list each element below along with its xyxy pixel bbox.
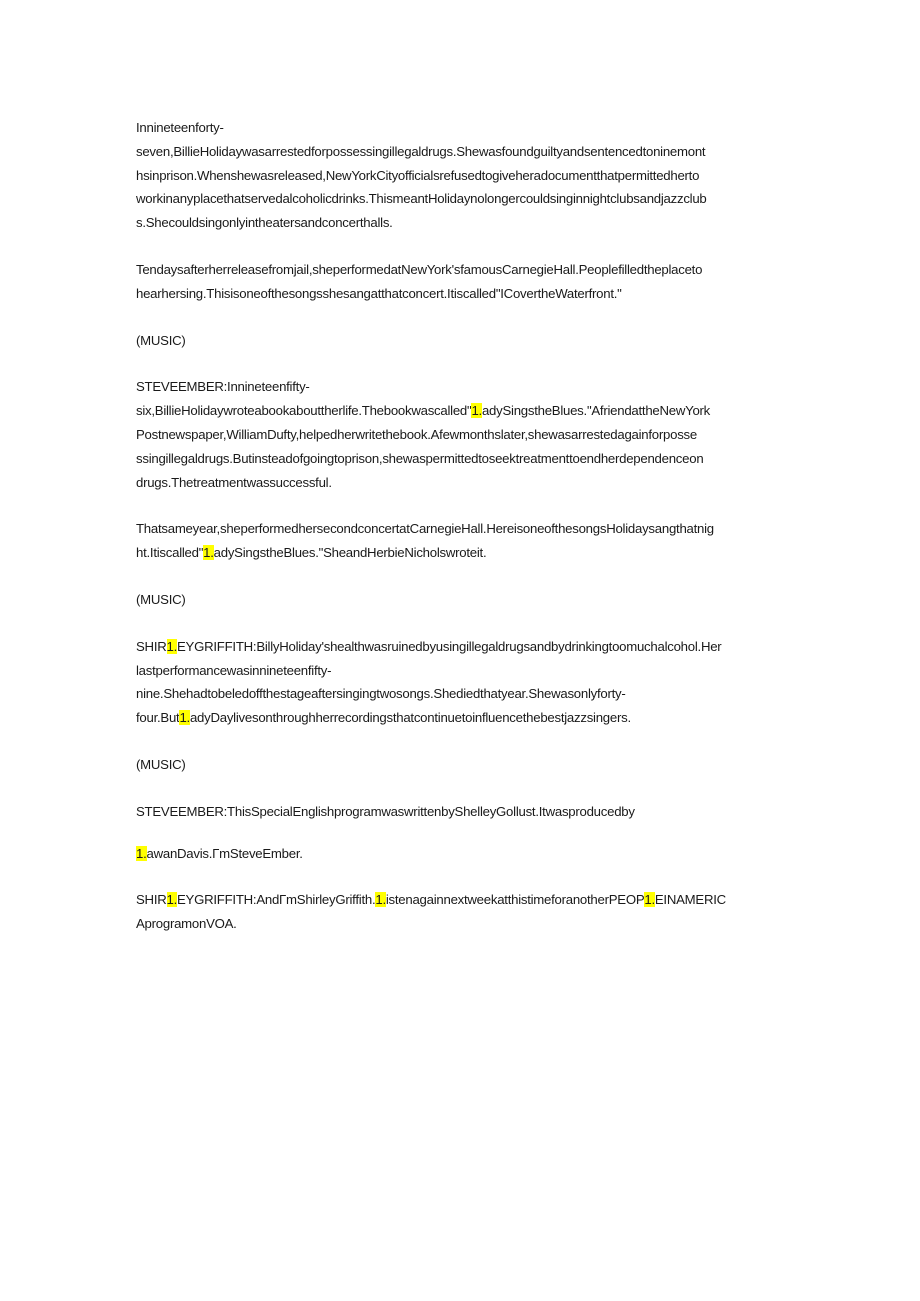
highlight-mark: 1. — [136, 845, 147, 861]
paragraph-closing — [136, 888, 784, 936]
text-line: SHIR1.EYGRIFFITH:BillyHoliday'shealthwasruinedbyusingillegaldrugsandbydrinkingtoomuchalcohol.Her — [136, 638, 722, 654]
text-line: ht.Itiscalled"1.adySingstheBlues."SheandHerbieNicholswroteit. — [136, 545, 487, 561]
text-line: Tendaysafterherreleasefromjail,sheperformedatNewYork'sfamousCarnegieHall.Peoplefilledtheplaceto — [136, 261, 703, 277]
text-line: six,BillieHolidaywroteabookabouttherlife.Thebookwascalled"1.adySingstheBlues."AfriendattheNewYork — [136, 403, 711, 419]
paragraph-carnegie — [136, 258, 784, 306]
text-line: hsinprison.Whenshewasreleased,NewYorkCityofficialsrefusedtogiveheradocumentthatpermittedherto — [136, 167, 700, 183]
text-line: s.Shecouldsingonlyintheatersandconcerthalls. — [136, 215, 393, 231]
music-cue: (MUSIC) — [136, 756, 186, 772]
text-line: Thatsameyear,sheperformedhersecondconcertatCarnegieHall.HereisoneofthesongsHolidaysangthatnig — [136, 521, 714, 537]
text-line: SHIR1.EYGRIFFITH:AndΓmShirleyGriffith.1.istenagainnextweekatthistimeforanotherPEOP1.EINAMERIC — [136, 892, 726, 908]
text-line: hearhersing.Thisisoneofthesongsshesangatthatconcert.Itiscalled"ICovertheWaterfront." — [136, 285, 622, 301]
text-line: nine.Shehadtobeledoffthestageaftersingingtwosongs.Shediedthatyear.Shewasonlyforty- — [136, 686, 626, 702]
highlight-mark: 1. — [166, 892, 178, 908]
text-line: STEVEEMBER:Innineteenfifty- — [136, 379, 310, 395]
music-cue: (MUSIC) — [136, 332, 186, 348]
music-cue: (MUSIC) — [136, 591, 186, 607]
paragraph-health — [136, 635, 784, 730]
text-line: ssingillegaldrugs.Butinsteadofgoingtoprison,shewaspermittedtoseektreatmenttoendherdependenceon — [136, 450, 704, 466]
text-line: seven,BillieHolidaywasarrestedforpossessingillegaldrugs.Shewasfoundguiltyandsentencedtoninemont — [136, 143, 706, 159]
text-line: AprogramonVOA. — [136, 916, 237, 932]
highlight-mark: 1. — [166, 638, 178, 654]
highlight-mark: 1. — [375, 892, 386, 908]
text-line: four.But1.adyDaylivesonthroughherrecordingsthatcontinuetoinfluencethebestjazzsingers. — [136, 710, 631, 726]
highlight-mark: 1. — [644, 892, 655, 908]
highlight-mark: 1. — [179, 710, 190, 726]
paragraph-arrest — [136, 116, 784, 235]
text-line: lastperformancewasinnineteenfifty- — [136, 662, 332, 678]
text-line: Postnewspaper,WilliamDufty,helpedherwritethebook.Afewmonthslater,shewasarrestedagainforposse — [136, 426, 697, 442]
paragraph-second-concert — [136, 517, 784, 565]
text-line: Innineteenforty- — [136, 120, 224, 135]
paragraph-book — [136, 375, 784, 494]
highlight-mark: 1. — [471, 403, 482, 419]
paragraph-credits: STEVEEMBER:ThisSpecialEnglishprogramwaswrittenbyShelleyGollust.Itwasproducedby — [136, 803, 635, 819]
text-line: drugs.Thetreatmentwassuccessful. — [136, 474, 332, 490]
text-line: workinanyplacethatservedalcoholicdrinks.ThismeantHolidaynolongercouldsinginnightclubsandjazzclub — [136, 191, 707, 207]
highlight-mark: 1. — [203, 545, 214, 561]
paragraph-producer: 1.awanDavis.ΓmSteveEmber. — [136, 845, 303, 861]
